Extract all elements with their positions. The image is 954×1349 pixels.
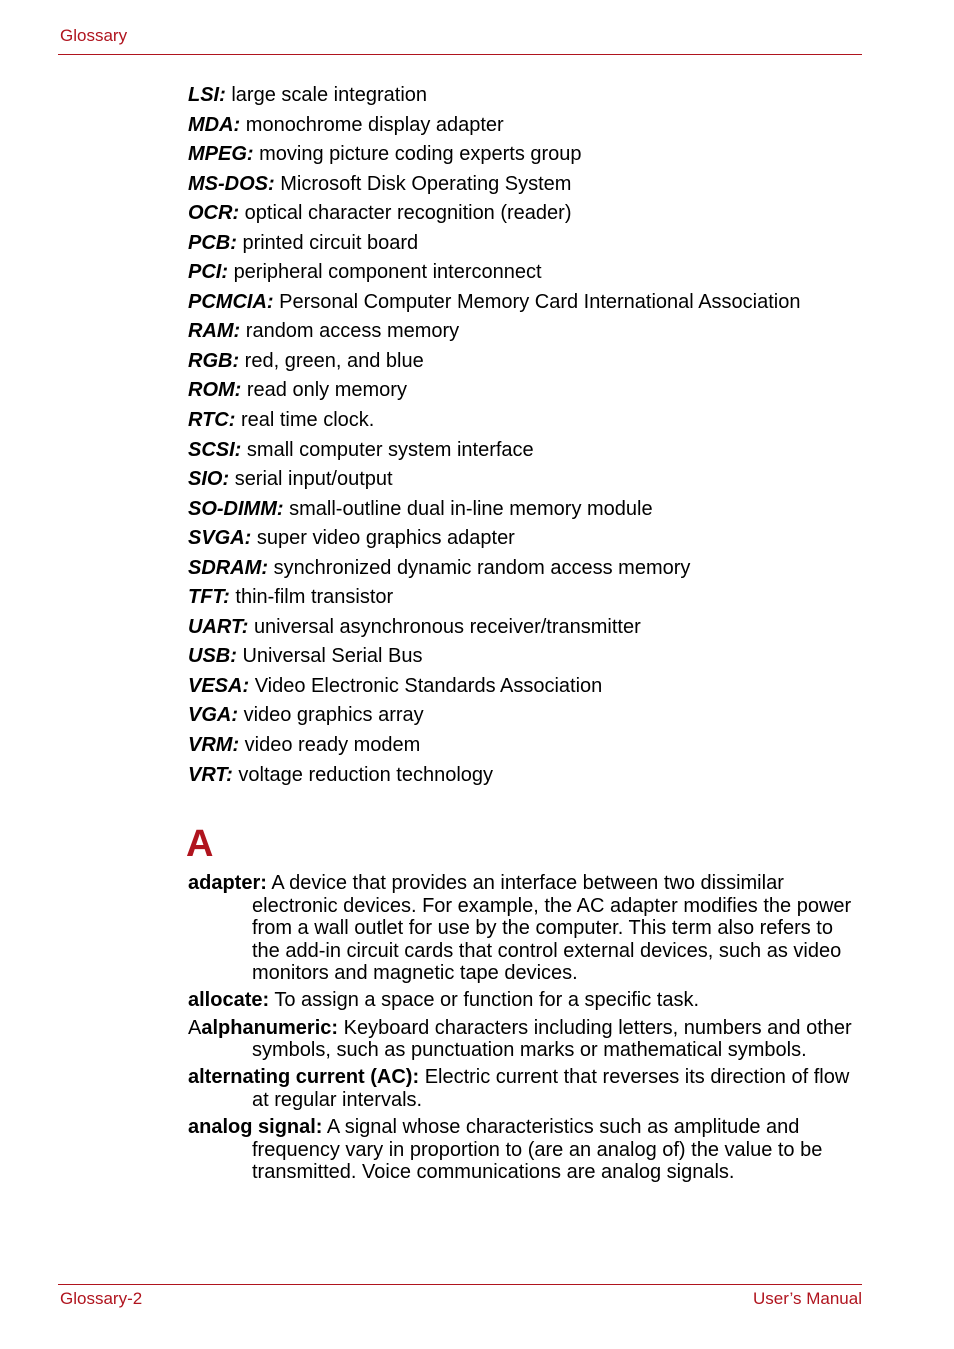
abbreviation-definition: printed circuit board [242,231,419,254]
list-item [188,524,868,554]
abbreviation-definition: universal asynchronous receiver/transmitter [253,615,641,638]
abbreviation-term: USB: [188,645,237,668]
header-divider [58,54,862,55]
abbreviation-term: SIO: [188,468,230,491]
list-item [188,613,868,643]
list-item [188,258,868,288]
list-item [188,672,868,702]
abbreviation-definition: Video Electronic Standards Association [254,674,603,697]
glossary-term: adapter: [188,872,267,894]
glossary-term: alternating current (AC): [188,1066,420,1089]
abbreviation-term: LSI: [188,84,226,106]
running-header: Glossary [60,26,128,45]
list-item [188,406,868,436]
abbreviation-term: PCMCIA: [188,290,274,313]
abbreviation-term: RAM: [188,320,241,343]
abbreviation-definition: moving picture coding experts group [259,143,582,166]
abbreviation-definition: random access memory [245,320,460,343]
abbreviation-definition: red, green, and blue [244,349,424,372]
list-item [188,288,868,318]
glossary-term: alphanumeric: [201,1016,339,1039]
glossary-definition: To assign a space or function for a specific task. [274,989,700,1012]
abbreviation-term: ROM: [188,379,242,402]
glossary-entry [188,1017,862,1062]
list-item [188,731,868,761]
list-item [188,199,868,229]
list-item [188,317,868,347]
abbreviation-term: OCR: [188,202,240,225]
abbreviation-definition: peripheral component interconnect [233,261,542,284]
glossary-term: analog signal: [188,1115,323,1138]
abbreviation-definition: Microsoft Disk Operating System [280,172,572,195]
abbreviation-definition: voltage reduction technology [238,763,494,786]
abbreviation-term: RTC: [188,409,236,432]
footer-divider [58,1284,862,1285]
abbreviation-term: SCSI: [188,438,242,461]
list-item [188,170,868,200]
abbreviation-term: PCI: [188,261,228,284]
abbreviation-term: MS-DOS: [188,172,275,195]
list-item [188,111,868,141]
glossary-entry [188,1066,862,1111]
glossary-definition: Electric current that reverses its direction of flow at regular intervals. [252,1066,850,1111]
glossary-entry [188,1116,862,1184]
abbreviation-definition: super video graphics adapter [256,527,515,550]
list-item [188,642,868,672]
abbreviation-definition: small-outline dual in-line memory module [289,497,653,520]
list-item [188,583,868,613]
list-item [188,436,868,466]
abbreviation-definition: Universal Serial Bus [242,645,423,668]
glossary-definition: A device that provides an interface between two dissimilar electronic devices. For example, the AC adapter modifies the power from a wall outlet for use by the computer. This term also refers to the add-in circuit cards that control external devices, such as video monitors and magnetic tape devices. [252,872,852,985]
list-item [188,761,868,791]
abbreviation-term: RGB: [188,349,240,372]
abbreviation-term: TFT: [188,586,230,609]
list-item [188,495,868,525]
abbreviation-definition: monochrome display adapter [245,113,504,136]
glossary-entry [188,872,862,985]
abbreviation-term: MPEG: [188,143,254,166]
list-item [188,229,868,259]
list-item [188,465,868,495]
abbreviation-term: SVGA: [188,527,252,550]
page-number: Glossary-2 [60,1289,143,1308]
abbreviation-definition: small computer system interface [246,438,534,461]
glossary-term: allocate: [188,989,270,1012]
section-letter-heading: A [186,823,214,865]
abbreviation-term: SO-DIMM: [188,497,284,520]
abbreviation-definition: serial input/output [234,468,393,491]
glossary-definition: A signal whose characteristics such as amplitude and frequency vary in proportion to (are an analog of) the value to be transmitted. Voice communications are analog signals. [252,1115,823,1184]
abbreviation-term: VRM: [188,734,240,757]
list-item [188,81,868,111]
glossary-term-prefix: A [188,1016,202,1039]
abbreviation-term: MDA: [188,113,241,136]
list-item [188,376,868,406]
abbreviation-list [188,81,868,790]
abbreviation-definition: synchronized dynamic random access memory [273,556,691,579]
list-item [188,347,868,377]
abbreviation-term: VRT: [188,763,233,786]
abbreviation-term: SDRAM: [188,556,268,579]
abbreviation-term: PCB: [188,231,237,254]
abbreviation-term: VGA: [188,704,238,727]
list-item [188,554,868,584]
manual-title: User’s Manual [753,1289,862,1308]
abbreviation-term: UART: [188,615,249,638]
glossary-definition: Keyboard characters including letters, numbers and other symbols, such as punctuation marks or mathematical symbols. [252,1016,852,1062]
abbreviation-definition: read only memory [246,379,407,402]
abbreviation-definition: optical character recognition (reader) [244,202,572,225]
glossary-definitions [188,872,862,1188]
abbreviation-term: VESA: [188,674,250,697]
list-item [188,140,868,170]
abbreviation-definition: large scale integration [231,84,428,106]
abbreviation-definition: thin-film transistor [235,586,394,609]
glossary-entry [188,989,862,1012]
abbreviation-definition: Personal Computer Memory Card International Association [279,290,801,313]
list-item [188,701,868,731]
abbreviation-definition: video ready modem [244,734,421,757]
abbreviation-definition: video graphics array [243,704,424,727]
abbreviation-definition: real time clock. [240,409,375,432]
